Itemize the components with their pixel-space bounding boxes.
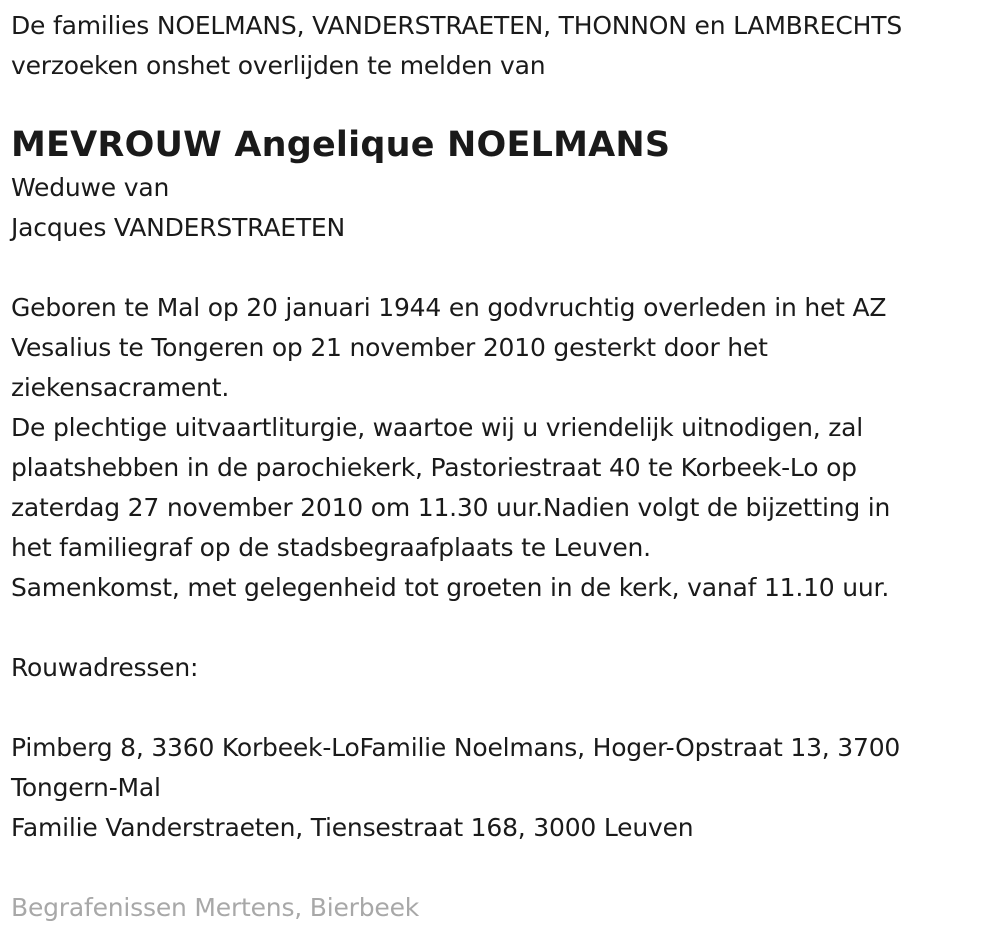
intro-announcement-line: verzoeken onshet overlijden te melden van	[11, 51, 546, 80]
liturgy-line-3: zaterdag 27 november 2010 om 11.30 uur.Nadien volgt de bijzetting in	[11, 493, 891, 522]
liturgy-line-2: plaatshebben in de parochiekerk, Pastoriestraat 40 te Korbeek-Lo op	[11, 453, 857, 482]
spacer	[11, 608, 986, 648]
birth-death-line-3: ziekensacrament.	[11, 373, 230, 402]
spacer	[11, 688, 986, 728]
spacer	[11, 248, 986, 288]
addresses-heading: Rouwadressen:	[11, 653, 199, 682]
address-line-3: Familie Vanderstraeten, Tiensestraat 168, 3000 Leuven	[11, 813, 694, 842]
gathering-line: Samenkomst, met gelegenheid tot groeten in de kerk, vanaf 11.10 uur.	[11, 573, 890, 602]
spouse-name: Jacques VANDERSTRAETEN	[11, 213, 345, 242]
birth-death-line-1: Geboren te Mal op 20 januari 1944 en godvruchtig overleden in het AZ	[11, 293, 887, 322]
liturgy-line-4: het familiegraf op de stadsbegraafplaats te Leuven.	[11, 533, 651, 562]
birth-death-line-2: Vesalius te Tongeren op 21 november 2010 gesterkt door het	[11, 333, 768, 362]
liturgy-line-1: De plechtige uitvaartliturgie, waartoe wij u vriendelijk uitnodigen, zal	[11, 413, 864, 442]
funeral-home-credit: Begrafenissen Mertens, Bierbeek	[11, 893, 420, 922]
relation-label: Weduwe van	[11, 173, 170, 202]
intro-families-line: De families NOELMANS, VANDERSTRAETEN, THONNON en LAMBRECHTS	[11, 11, 902, 40]
spacer	[11, 848, 986, 888]
address-line-1: Pimberg 8, 3360 Korbeek-LoFamilie Noelmans, Hoger-Opstraat 13, 3700	[11, 733, 901, 762]
address-line-2: Tongern-Mal	[11, 773, 161, 802]
deceased-name: MEVROUW Angelique NOELMANS	[11, 125, 671, 165]
obituary-notice	[11, 6, 986, 928]
